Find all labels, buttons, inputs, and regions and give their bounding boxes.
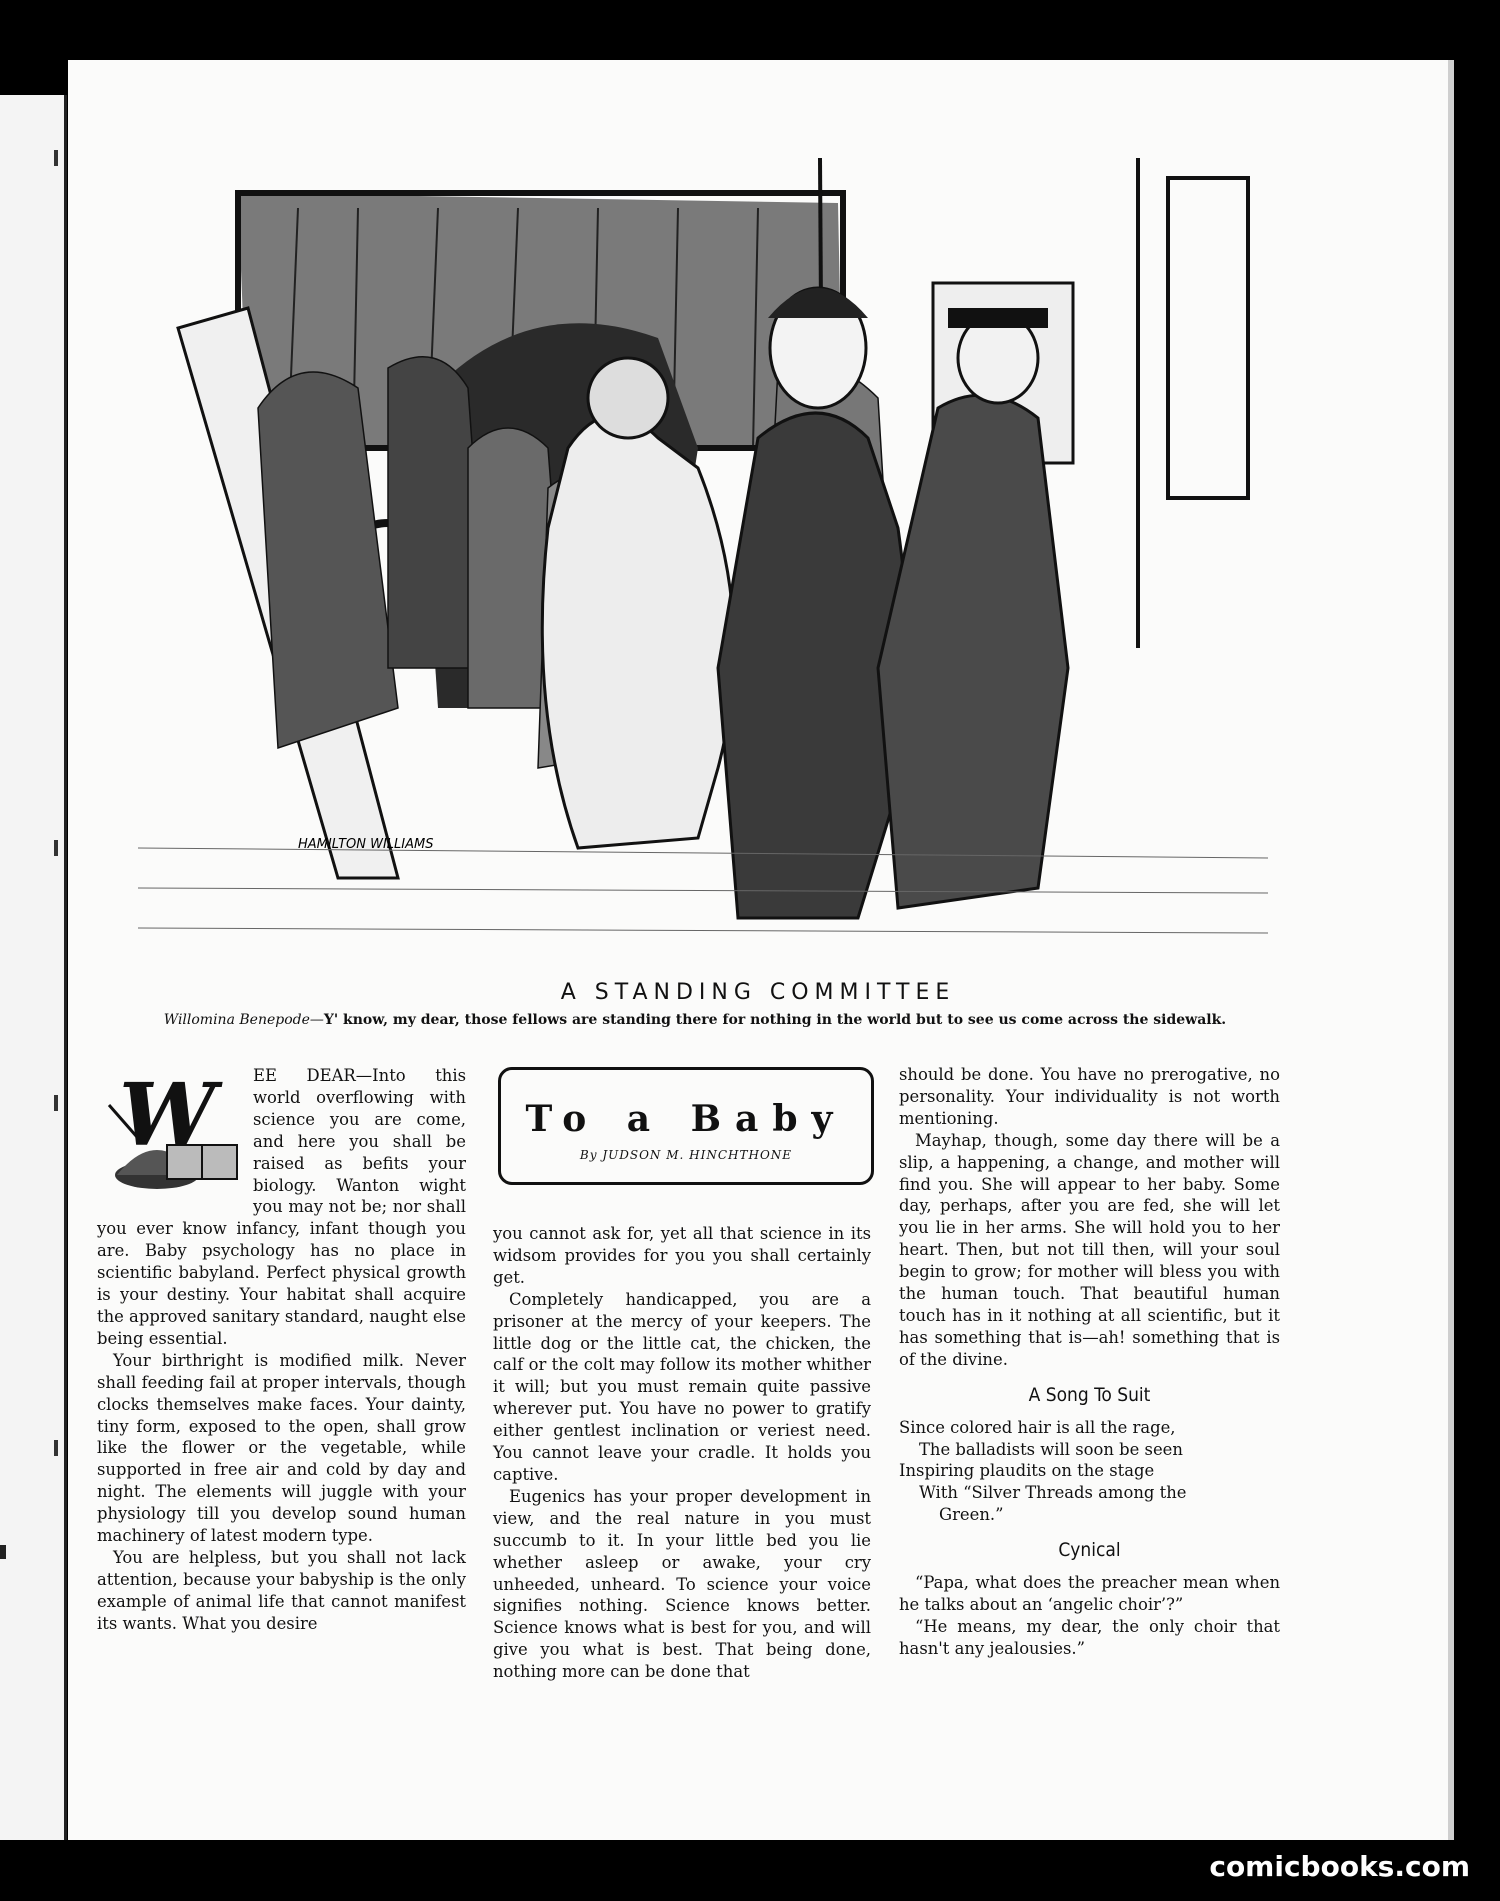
- joke-paragraph: “Papa, what does the preacher mean when he talks about an ‘angelic choir’?”: [899, 1573, 1280, 1614]
- poem-line: The balladists will soon be seen: [919, 1439, 1183, 1459]
- facing-page-edge: [0, 95, 67, 1840]
- article-paragraph: you cannot ask for, yet all that science in its widsom provides for you you shall certainly get.: [493, 1224, 871, 1287]
- article-title: To a Baby: [525, 1098, 847, 1140]
- artist-signature: HAMILTON WILLIAMS: [298, 837, 434, 852]
- article-paragraph: Your birthright is modified milk. Never shall feeding fail at proper intervals, though clocks themselves make faces. Your dainty, tiny form, exposed to the open, shall grow like the flower or the vegetable, while supported in free air and cold by day and night. The elements will juggle with your physiology till you develop sound human machinery of latest modern type.: [97, 1350, 466, 1546]
- article-paragraph: You are helpless, but you shall not lack attention, because your babyship is the only example of animal life that cannot manifest its wants. What you desire: [97, 1547, 466, 1633]
- cartoon-caption: [130, 1012, 1260, 1028]
- poem-line: Inspiring plaudits on the stage: [899, 1461, 1155, 1481]
- article-paragraph: Mayhap, though, some day there will be a slip, a happening, a change, and mother will find you. She will appear to her baby. Some day, perhaps, after you are fed, she will let you lie in her arms. She will hold you to her heart. Then, but not till then, will your soul begin to grow; for mother will bless you with the human touch. That beautiful human touch has in it nothing at all scientific, but it has something that is—ah! something that is of the divine.: [899, 1130, 1280, 1369]
- poem-line: With “Silver Threads among the: [919, 1483, 1187, 1503]
- article-paragraph: should be done. You have no prerogative, no personality. Your individuality is not worth mentioning.: [899, 1065, 1280, 1128]
- caption-text: Y' know, my dear, those fellows are standing there for nothing in the world but to see us come across the sidewalk.: [323, 1012, 1227, 1028]
- song-poem: [899, 1417, 1280, 1527]
- site-watermark: comicbooks.com: [1209, 1850, 1470, 1883]
- ornamental-initial-w: [97, 1065, 245, 1197]
- article-column-3: [899, 1064, 1280, 1660]
- poem-line: Since colored hair is all the rage,: [899, 1417, 1176, 1437]
- svg-text:W: W: [119, 1065, 216, 1166]
- article-title-box: [498, 1067, 874, 1185]
- article-column-2: [493, 1223, 871, 1683]
- cynical-title: Cynical: [1058, 1539, 1121, 1562]
- caption-speaker: Willomina Benepode—: [163, 1012, 324, 1028]
- article-byline: By JUDSON M. HINCHTHONE: [579, 1148, 793, 1162]
- article-column-1: [97, 1065, 466, 1635]
- cartoon-title: A STANDING COMMITTEE: [560, 980, 956, 1005]
- poem-line: Green.”: [939, 1505, 1004, 1525]
- cartoon-illustration: [138, 148, 1268, 974]
- article-paragraph: Completely handicapped, you are a prisoner at the mercy of your keepers. The little dog or the little cat, the chicken, the calf or the colt may follow its mother whither it will; but you must remain quite passive wherever put. You have no power to gratify either gentlest inclination or veriest need. You cannot leave your cradle. It holds you captive.: [493, 1289, 871, 1484]
- article-paragraph: EE DEAR—Into this world overflowing with science you are come, and here you shall be raised as befits your biology. Wanton wight you may not be; nor shall you ever know infancy, infant though you are. Baby psychology has no place in scientific babyland. Perfect physical growth is your destiny. Your habitat shall acquire the approved sanitary standard, naught else being essential.: [97, 1066, 466, 1348]
- article-paragraph: Eugenics has your proper development in view, and the real nature in you must succumb to it. In your little bed you lie whether asleep or awake, your cry unheeded, unheard. To science your voice signifies nothing. Science knows better. Science knows what is best for you, and will give you what is best. That being done, nothing more can be done that: [493, 1486, 871, 1682]
- song-title: A Song To Suit: [1028, 1383, 1151, 1406]
- joke-paragraph: “He means, my dear, the only choir that hasn't any jealousies.”: [899, 1616, 1280, 1658]
- binding-mark: [0, 1545, 6, 1559]
